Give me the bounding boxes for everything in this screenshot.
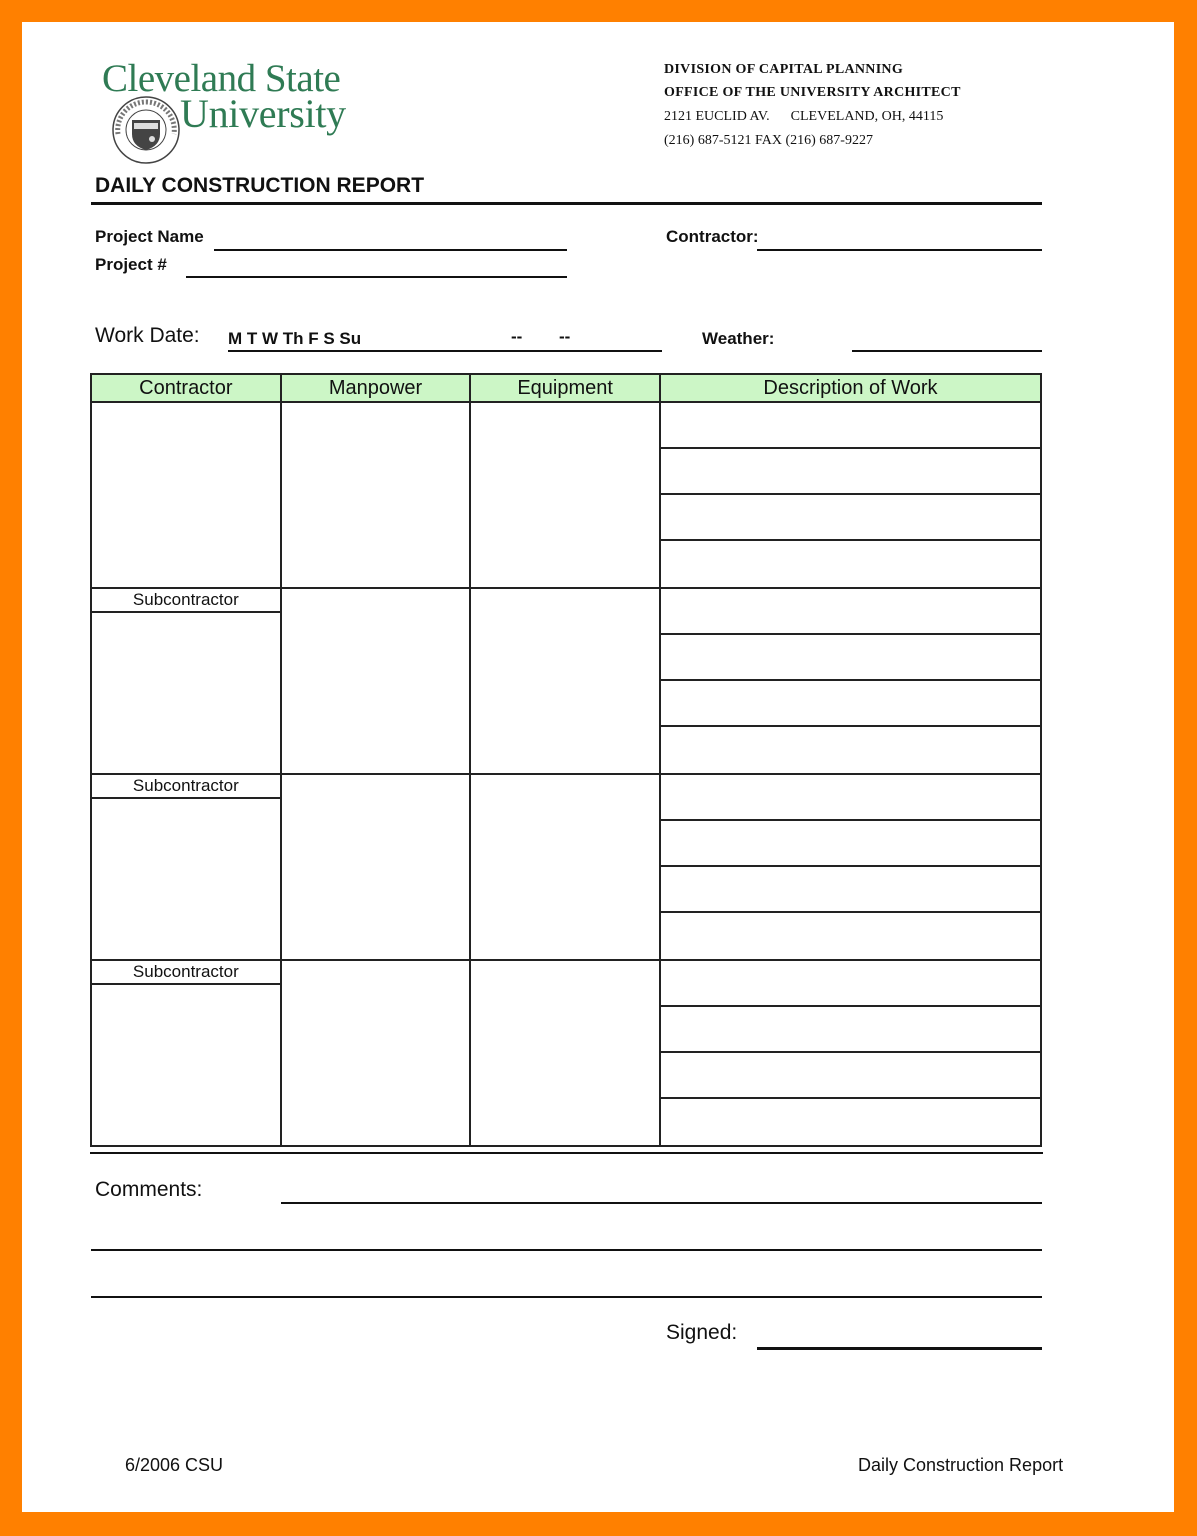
report-title: DAILY CONSTRUCTION REPORT [95, 174, 425, 197]
manpower-cell[interactable] [281, 588, 471, 774]
header-manpower: Manpower [281, 374, 471, 402]
table-row [91, 960, 1041, 1146]
subcontractor-label: Subcontractor [92, 961, 280, 985]
description-line[interactable] [661, 635, 1040, 681]
description-cell [660, 402, 1041, 588]
comments-line-3[interactable] [91, 1296, 1042, 1298]
work-date-field[interactable] [228, 350, 662, 352]
division-name: DIVISION OF CAPITAL PLANNING [664, 62, 904, 77]
project-name-label: Project Name [95, 227, 204, 246]
manpower-cell[interactable] [281, 402, 471, 588]
phone-text: (216) 687-5121 FAX (216) 687-9227 [664, 133, 873, 148]
logo-text-university: University [180, 91, 346, 136]
description-line[interactable] [661, 867, 1040, 913]
subcontractor-cell[interactable] [91, 588, 281, 774]
work-days[interactable]: M T W Th F S Su [228, 329, 362, 348]
logo-text-cleveland-state: Cleveland State [102, 57, 341, 100]
weather-field[interactable] [852, 350, 1042, 352]
university-seal-icon [110, 94, 182, 166]
contractor-cell[interactable] [91, 402, 281, 588]
subcontractor-cell[interactable] [91, 960, 281, 1146]
subcontractor-cell[interactable] [91, 774, 281, 960]
footer-right: Daily Construction Report [858, 1455, 1064, 1475]
description-line[interactable] [661, 495, 1040, 541]
office-name: OFFICE OF THE UNIVERSITY ARCHITECT [664, 85, 961, 100]
equipment-cell[interactable] [470, 588, 660, 774]
description-line[interactable] [661, 681, 1040, 727]
description-cell [660, 588, 1041, 774]
contractor-label: Contractor: [666, 227, 759, 246]
description-line[interactable] [661, 961, 1040, 1007]
project-number-field[interactable] [186, 276, 567, 278]
comments-label: Comments: [95, 1178, 203, 1201]
subcontractor-label: Subcontractor [92, 589, 280, 613]
date-separator-2: -- [559, 327, 571, 346]
project-number-label: Project # [95, 255, 167, 274]
description-line[interactable] [661, 403, 1040, 449]
description-line[interactable] [661, 913, 1040, 957]
date-separator-1: -- [511, 327, 523, 346]
description-line[interactable] [661, 727, 1040, 771]
description-line[interactable] [661, 821, 1040, 867]
equipment-cell[interactable] [470, 402, 660, 588]
description-line[interactable] [661, 589, 1040, 635]
work-date-label: Work Date: [95, 324, 200, 347]
description-cell [660, 960, 1041, 1146]
description-line[interactable] [661, 775, 1040, 821]
signature-field[interactable] [757, 1347, 1042, 1350]
table-bottom-rule [90, 1152, 1043, 1154]
manpower-cell[interactable] [281, 774, 471, 960]
description-line[interactable] [661, 1007, 1040, 1053]
table-row [91, 774, 1041, 960]
table-row [91, 402, 1041, 588]
footer-left: 6/2006 CSU [125, 1455, 224, 1475]
header-description: Description of Work [660, 374, 1041, 402]
title-rule [91, 202, 1042, 205]
weather-label: Weather: [702, 329, 775, 348]
description-line[interactable] [661, 449, 1040, 495]
comments-line-2[interactable] [91, 1249, 1042, 1251]
project-name-field[interactable] [214, 249, 567, 251]
address-text: 2121 EUCLID AV. CLEVELAND, OH, 44115 [664, 109, 944, 124]
description-line[interactable] [661, 541, 1040, 585]
description-line[interactable] [661, 1053, 1040, 1099]
contractor-field[interactable] [757, 249, 1042, 251]
comments-line-1[interactable] [281, 1202, 1042, 1204]
header-equipment: Equipment [470, 374, 660, 402]
description-cell [660, 774, 1041, 960]
header-contractor: Contractor [91, 374, 281, 402]
equipment-cell[interactable] [470, 960, 660, 1146]
subcontractor-label: Subcontractor [92, 775, 280, 799]
manpower-cell[interactable] [281, 960, 471, 1146]
work-table [90, 373, 1042, 1147]
description-line[interactable] [661, 1099, 1040, 1143]
signed-label: Signed: [666, 1321, 738, 1344]
page [22, 22, 1174, 1512]
equipment-cell[interactable] [470, 774, 660, 960]
table-row [91, 588, 1041, 774]
